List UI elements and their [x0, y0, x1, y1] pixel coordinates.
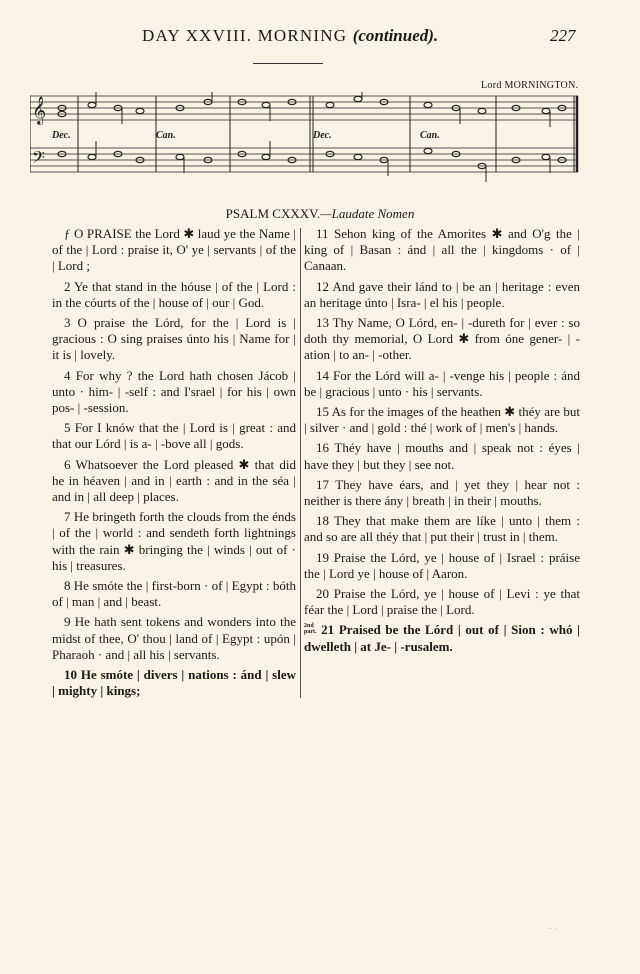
- verse: 2 Ye that stand in the hóuse | of the | Lord : in the cóurts of the | house of | our | God.: [52, 278, 296, 310]
- verse: 3 O praise the Lórd, for the | Lord is | gracious : O sing praises únto his | Name for | it is | lovely.: [52, 315, 296, 363]
- verse: 10 He smóte | divers | nations : ánd | slew | mighty | kings;: [52, 667, 296, 699]
- verse: 8 He smóte the | first-born · of | Egypt : bóth of | man | and | beast.: [52, 578, 296, 610]
- header-rule: [253, 63, 323, 64]
- verse: 13 Thy Name, O Lórd, en- | -dureth for | ever : so doth thy memorial, O Lord ✱ from óne gener- | -ation | to an- | -other.: [304, 315, 580, 363]
- psalm-subtitle: —Laudate Nomen: [320, 206, 415, 221]
- page-number: 227: [550, 26, 576, 45]
- second-part-marker: 2nd part.: [304, 623, 317, 636]
- verse: 14 For the Lórd will a- | -venge his | people : ánd be | gracious | unto · his | servants.: [304, 367, 580, 399]
- verse: 9 He hath sent tokens and wonders into the midst of thee, O' thou | land of | Egypt : upón | Pharaoh · and | all his | servants.: [52, 614, 296, 662]
- verse: 11 Sehon king of the Amorites ✱ and O'g the | king of | Basan : ánd | all the | kingdoms · of | Canaan.: [304, 226, 580, 274]
- verse: 6 Whatsoever the Lord pleased ✱ that did he in héaven | and in | earth : and in the séa | and in | all deep | places.: [52, 456, 296, 505]
- running-title: DAY XXVIII. MORNING (continued).: [142, 26, 439, 45]
- dec-marker-1: Dec.: [52, 130, 71, 141]
- dec-marker-2: Dec.: [313, 130, 332, 141]
- verse: 5 For I knów that the | Lord is | great : and that our Lórd | is a- | -bove all | gods.: [52, 420, 296, 452]
- verse: 2nd part. 21 Praised be the Lórd | out of | Sion : whó | dwelleth | at Je- | -rusalem.: [304, 622, 580, 654]
- page-header: [0, 26, 640, 50]
- column-divider: [300, 228, 301, 698]
- verse: 17 They have éars, and | yet they | hear not : neither is there ány | breath | in their | mouths.: [304, 476, 580, 509]
- running-title-continued: (continued).: [352, 26, 439, 45]
- composer-credit: Lord MORNINGTON.: [481, 80, 579, 91]
- verse: 19 Praise the Lórd, ye | house of | Israel : práise the | Lord ye | house of | Aaron.: [304, 549, 580, 581]
- verse: 4 For why ? the Lord hath chosen Jácob | unto · him- | -self : and I'srael | for his | own pos- | -session.: [52, 367, 296, 416]
- page-smudge: ·· ·: [548, 925, 557, 933]
- verse: 7 He bringeth forth the clouds from the énds | of the | world : and sendeth forth lightnings with the rain ✱ bringing the | winds | out of · his | treasures.: [52, 509, 296, 573]
- psalm-title: PSALM CXXXV.: [225, 206, 321, 221]
- left-column: [52, 226, 296, 703]
- verse: 20 Praise the Lórd, ye | house of | Levi : ye that féar the | Lord | praise the | Lord.: [304, 586, 580, 618]
- can-marker-2: Can.: [420, 130, 440, 141]
- verse: 18 They that make them are líke | unto | them : and so are all théy that | put their | trust in | them.: [304, 513, 580, 545]
- verse: 12 And gave their lánd to | be an | heritage : even an heritage únto | Isra- | el his | people.: [304, 278, 580, 310]
- verse: 16 Théy have | mouths and | speak not : éyes | have they | but they | see not.: [304, 440, 580, 472]
- treble-clef-icon: 𝄞: [32, 98, 47, 124]
- verse: 15 As for the images of the heathen ✱ théy are but | silver · and | gold : thé | work of | men's | hands.: [304, 404, 580, 436]
- can-marker-1: Can.: [156, 130, 176, 141]
- chant-score: [30, 92, 580, 190]
- notes: [58, 96, 566, 168]
- bass-clef-icon: 𝄢: [32, 149, 45, 171]
- right-column: [304, 226, 580, 659]
- barlines: [30, 96, 577, 172]
- verse: ƒ O PRAISE the Lord ✱ laud ye the Name | of the | Lord : praise it, O' ye | servants | of the | Lord ;: [52, 226, 296, 274]
- psalm-heading: [0, 206, 640, 222]
